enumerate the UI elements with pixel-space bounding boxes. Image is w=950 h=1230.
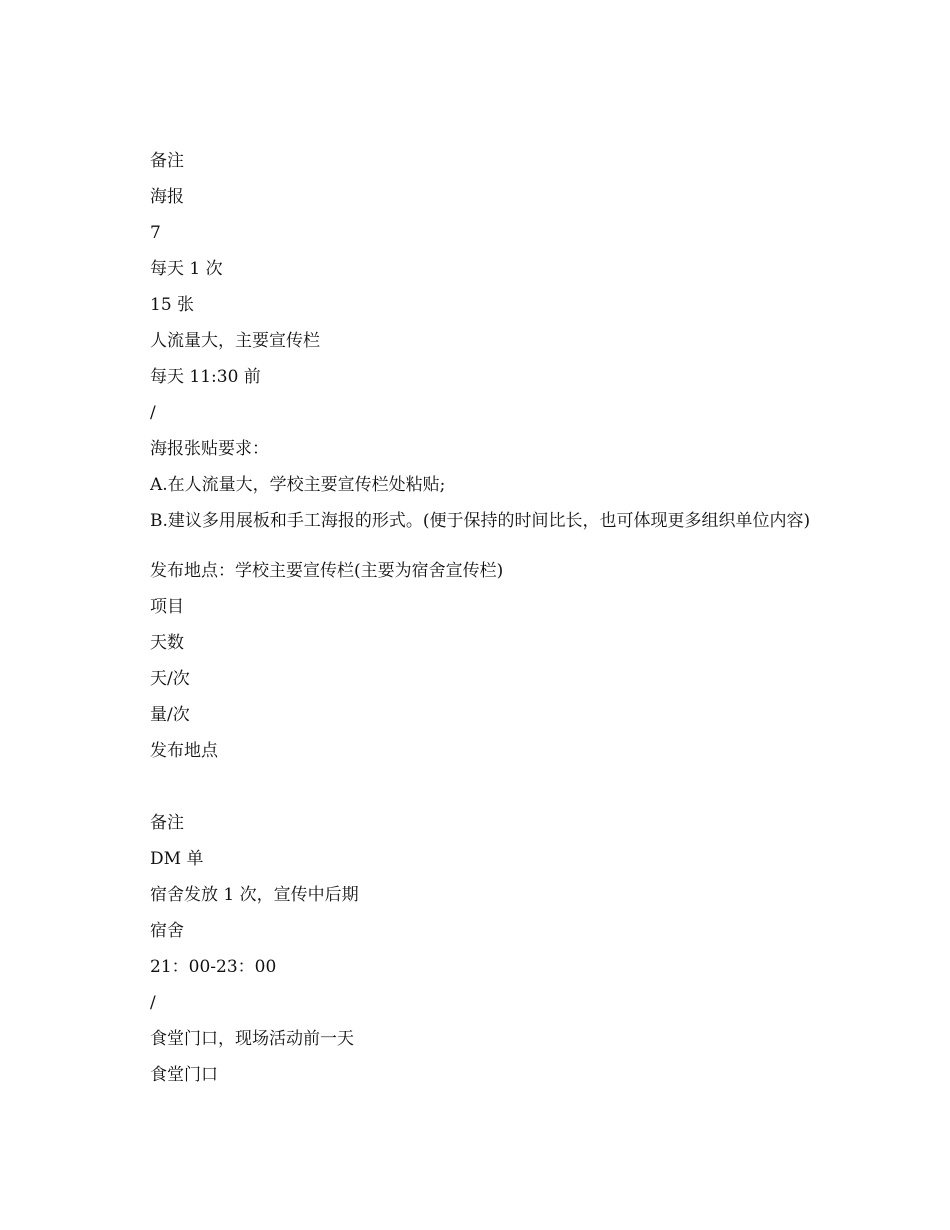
text-line: 7 (150, 223, 161, 243)
text-line: 21：00-23：00 (150, 957, 277, 977)
text-line: 备注 (150, 151, 184, 171)
text-line: / (150, 403, 156, 423)
requirement-a: A.在人流量大，学校主要宣传栏处粘贴; (150, 475, 446, 495)
text-line: 项目 (150, 597, 184, 617)
text-line: 宿舍发放 1 次，宣传中后期 (150, 885, 359, 905)
document-body (0, 143, 950, 1093)
text-line: 天/次 (150, 669, 190, 689)
text-line: 食堂门口，现场活动前一天 (150, 1029, 354, 1049)
text-line: 发布地点 (150, 741, 218, 761)
text-line: 食堂门口 (150, 1065, 218, 1085)
text-line: 天数 (150, 633, 184, 653)
text-line: 量/次 (150, 705, 190, 725)
requirement-b: B.建议多用展板和手工海报的形式。(便于保持的时间比长，也可体现更多组织单位内容) (150, 511, 811, 531)
text-line: DM 单 (150, 849, 204, 869)
blank-line (0, 769, 950, 805)
text-line: 每天 1 次 (150, 259, 223, 279)
text-line: 备注 (150, 813, 184, 833)
text-line: 每天 11:30 前 (150, 367, 261, 387)
text-line: / (150, 993, 156, 1013)
text-line: 15 张 (150, 295, 195, 315)
text-line: 人流量大，主要宣传栏 (150, 331, 320, 351)
publish-location-line: 发布地点：学校主要宣传栏(主要为宿舍宣传栏) (150, 561, 504, 581)
text-line: 海报 (150, 187, 184, 207)
text-line: 宿舍 (150, 921, 184, 941)
poster-requirements-heading: 海报张贴要求： (150, 439, 269, 459)
